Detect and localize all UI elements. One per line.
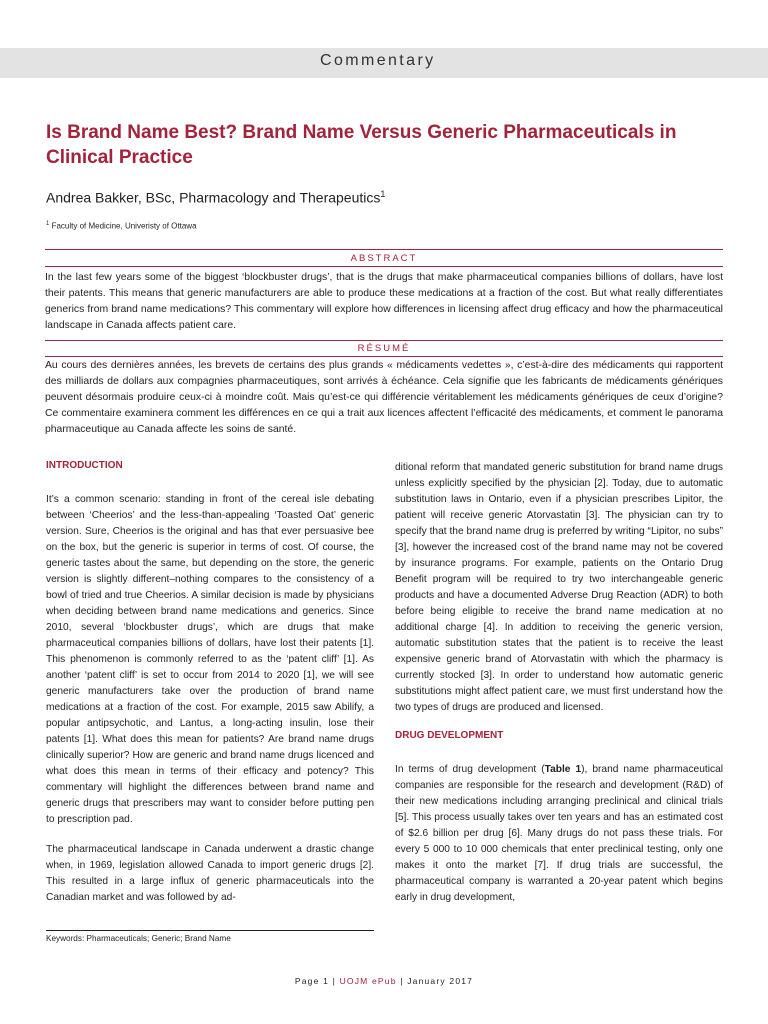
introduction-paragraph-1: It’s a common scenario: standing in front of the cereal isle debating between ‘Cheerios’ and the less-than-appealing ‘Toasted Oat’ generic version. Sure, Cheerios is the original and has that ever persuasive bee on the box, but the generic is superior in terms of cost. Of course, the generic tastes about the same, but depending on the store, the generic version is slightly different–nothing compares to the consistency of a bowl of tried and true Cheerios. A similar decision is made by physicians when deciding between brand name medications and generics. Since 2010, several ‘blockbuster drugs’, which are drugs that make pharmaceutical companies billions of dollars, have lost their patents [1]. This phenomenon is commonly referred to as the ‘patent cliff’ [1]. As another ‘patent cliff’ is set to occur from 2014 to 2020 [1], we will see generic manufacturers take over the production of brand name medications at a fraction of the cost. For example, 2015 saw Abilify, a popular antipsychotic, and Lantus, a long-acting insulin, lose their patents [1]. What does this mean for patients? Are brand name drugs clinically superior? How are generic and brand name drugs licenced and what does this mean in terms of their efficacy and potency? This commentary will highlight the differences between brand name and generic drugs that prescribers may want to consider before putting pen to prescription pad. — [46, 494, 374, 825]
footer-separator: | — [400, 976, 404, 986]
paragraph-gap — [46, 828, 374, 842]
drug-development-paragraph — [395, 762, 723, 906]
author-superscript: 1 — [380, 189, 386, 199]
drug-development-text-start: In terms of drug development ( — [395, 764, 545, 775]
drug-development-text: ), brand name pharmaceutical companies are responsible for the research and development (R&D) of their new medications including arranging preclinical and clinical trials [5]. This process usually takes over ten years and has an estimated cost of $2.6 billion per drug [6]. Many drugs do not pass these trials. For every 5 000 to 10 000 chemicals that enter preclinical testing, only one makes it onto the market [7]. If drug trials are successful, the pharmaceutical company is warranted a 20-year patent which begins early in drug development, — [395, 764, 723, 903]
section-label: Commentary — [320, 52, 436, 69]
paragraph-gap — [395, 716, 723, 730]
abstract-rule-bottom — [45, 266, 723, 267]
resume-rule-bottom — [45, 356, 723, 357]
resume-heading: RÉSUMÉ — [357, 343, 411, 354]
introduction-paragraph-2: The pharmaceutical landscape in Canada underwent a drastic change when, in 1969, legislation allowed Canada to import generic drugs [2]. This resulted in a large influx of generic pharmaceuticals into the Canadian market and was followed by ad- — [46, 844, 374, 903]
keywords-rule — [46, 930, 374, 931]
keywords: Keywords: Pharmaceuticals; Generic; Brand Name — [46, 934, 231, 943]
introduction-heading: INTRODUCTION — [46, 460, 123, 471]
affiliation-superscript: 1 — [46, 221, 50, 227]
author-name: Andrea Bakker, BSc, Pharmacology and Therapeutics — [46, 189, 381, 206]
drug-development-heading: DRUG DEVELOPMENT — [395, 730, 504, 741]
footer-separator: | — [332, 976, 336, 986]
journal-name: UOJM ePub — [339, 976, 397, 986]
affiliation-text: Faculty of Medicine, Univeristy of Ottawa — [51, 221, 197, 231]
article-title: Is Brand Name Best? Brand Name Versus Generic Pharmaceuticals in Clinical Practice — [46, 122, 677, 168]
issue-date: January 2017 — [407, 976, 474, 986]
abstract-text: In the last few years some of the biggest ‘blockbuster drugs’, that is the drugs that make pharmaceutical companies billions of dollars, have lost their patents. This means that generic manufacturers are able to produce these medications at a fraction of the cost. But what really differentiates generics from brand name medications? This commentary will explore how differences in licensing affect drug efficacy and how the pharmaceutical landscape in Canada affects patient care. — [45, 272, 723, 331]
left-column — [46, 460, 374, 906]
page-number: Page 1 — [294, 976, 330, 986]
resume-rule — [45, 340, 723, 341]
affiliation — [46, 221, 197, 231]
abstract-heading: ABSTRACT — [350, 253, 418, 264]
resume-text: Au cours des dernières années, les brevets de certains des plus grands « médicaments vedettes », c’est-à-dire des médicaments qui rapportent des milliards de dollars aux compagnies pharmaceutiques, sont arrivés à échéance. Cela signifie que les fabricants de médicaments génériques peuvent désormais produire ceux-ci à moindre coût. Mais qu’est-ce qui différencie véritablement les médicaments génériques de ceux d’origine? Ce commentaire examinera comment les différences en ce qui a trait aux licences affectent l’efficacité des médicaments, et comment le panorama pharmaceutique au Canada affecte les soins de santé. — [45, 360, 723, 435]
heading-gap — [395, 746, 723, 762]
introduction-paragraph-2-continued: ditional reform that mandated generic substitution for brand name drugs unless explicitly specified by the physician [2]. Today, due to automatic substitution laws in Ontario, even if a physician prescribes Lipitor, the patient will receive generic Atorvastatin [3]. The physician can try to specify that the brand name drug is preferred by writing “Lipitor, no subs” [3], however the increased cost of the brand name may not be covered by insurance programs. For example, patients on the Ontario Drug Benefit program will be required to try two interchangeable generic products and have a documented Adverse Drug Reaction (ADR) to both before being eligible to receive the brand name medication at no additional charge [4]. In addition to receiving the generic version, automatic substitution states that the patient is to receive the least expensive generic brand of Atorvastatin with which the pharmacy is currently stocked [3]. In order to understand how automatic generic substitutions might affect patient care, we must first understand how the two types of drugs are produced and licensed. — [395, 462, 723, 713]
abstract-rule — [45, 249, 723, 250]
table-1-reference[interactable]: Table 1 — [544, 764, 582, 775]
author-line — [46, 189, 385, 206]
right-column — [395, 460, 723, 906]
section-banner — [0, 48, 768, 78]
heading-gap — [46, 476, 374, 492]
page-footer — [0, 976, 768, 986]
